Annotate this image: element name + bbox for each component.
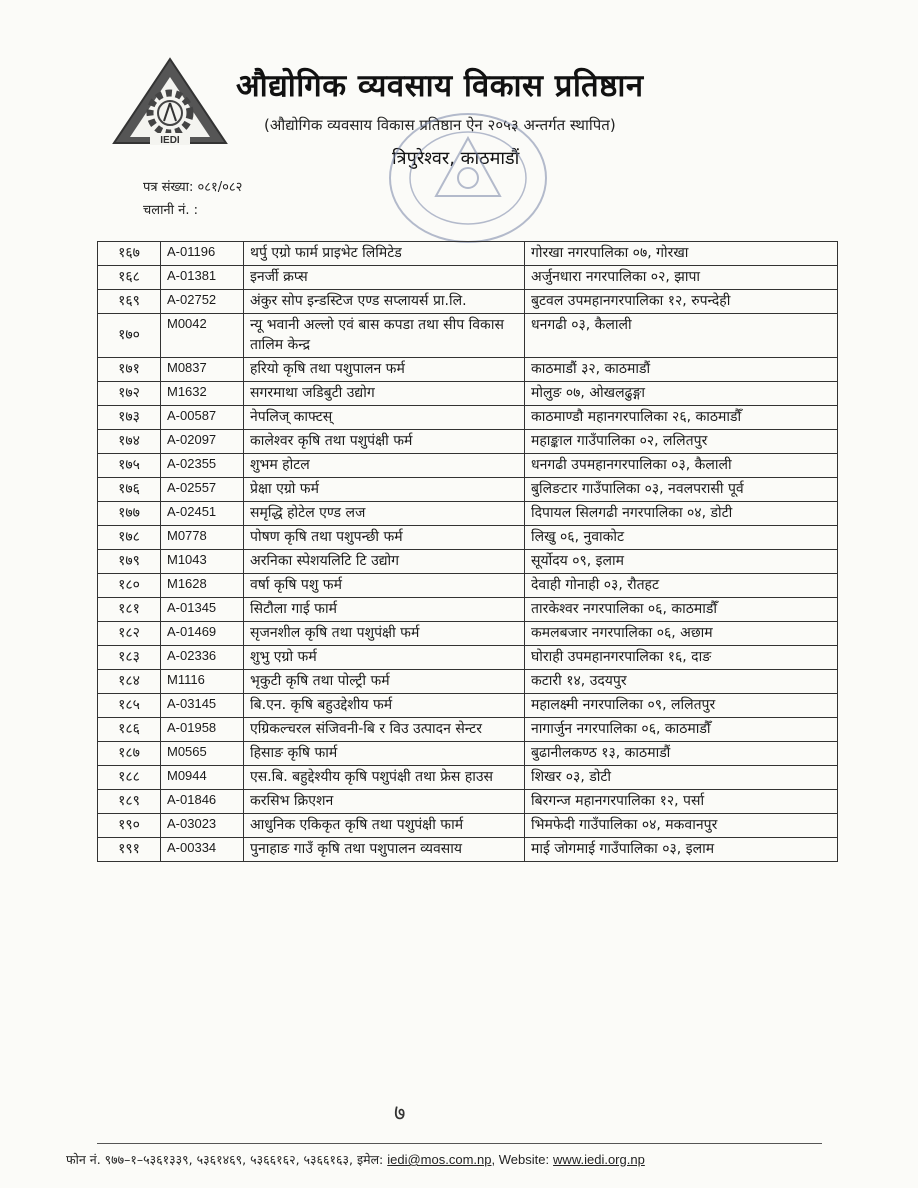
serial-number-cell: १८० <box>98 573 161 597</box>
address-cell: सूर्योदय ०९, इलाम <box>525 549 838 573</box>
footer-email-link[interactable]: iedi@mos.com.np <box>387 1152 492 1167</box>
table-row <box>98 549 838 573</box>
table-row <box>98 477 838 501</box>
address-cell: दिपायल सिलगढी नगरपालिका ०४, डोटी <box>525 501 838 525</box>
address-cell: भिमफेदी गाउँपालिका ०४, मकवानपुर <box>525 813 838 837</box>
firm-name-cell: अरनिका स्पेशयलिटि टि उद्योग <box>244 549 525 573</box>
registration-code-cell: A-01381 <box>161 266 244 290</box>
table-row <box>98 765 838 789</box>
serial-number-cell: १७२ <box>98 381 161 405</box>
address-cell: लिखु ०६, नुवाकोट <box>525 525 838 549</box>
table-row <box>98 597 838 621</box>
firm-name-cell: वर्षा कृषि पशु फर्म <box>244 573 525 597</box>
registration-code-cell: A-01196 <box>161 242 244 266</box>
address-cell: कमलबजार नगरपालिका ०६, अछाम <box>525 621 838 645</box>
page-number-mark: ७ <box>394 1101 406 1126</box>
registration-code-cell: M1116 <box>161 669 244 693</box>
serial-number-cell: १७९ <box>98 549 161 573</box>
address-cell: धनगढी ०३, कैलाली <box>525 314 838 358</box>
serial-number-cell: १६८ <box>98 266 161 290</box>
firm-name-cell: सगरमाथा जडिबुटी उद्योग <box>244 381 525 405</box>
registration-code-cell: A-02451 <box>161 501 244 525</box>
address-cell: महालक्ष्मी नगरपालिका ०९, ललितपुर <box>525 693 838 717</box>
org-title: औद्योगिक व्यवसाय विकास प्रतिष्ठान <box>236 68 644 104</box>
firm-name-cell: पोषण कृषि तथा पशुपन्छी फर्म <box>244 525 525 549</box>
table-row <box>98 813 838 837</box>
serial-number-cell: १७६ <box>98 477 161 501</box>
firm-name-cell: थर्पु एग्रो फार्म प्राइभेट लिमिटेड <box>244 242 525 266</box>
registration-code-cell: A-02336 <box>161 645 244 669</box>
firm-name-cell: हरियो कृषि तथा पशुपालन फर्म <box>244 357 525 381</box>
firm-name-cell: समृद्धि होटेल एण्ड लज <box>244 501 525 525</box>
serial-number-cell: १७० <box>98 314 161 358</box>
registration-table <box>97 241 838 862</box>
registration-code-cell: A-02752 <box>161 290 244 314</box>
table-row <box>98 381 838 405</box>
registration-code-cell: M0565 <box>161 741 244 765</box>
footer-phone: फोन नं. ९७७–१–५३६१३३९, ५३६१४६९, ५३६६१६२, ५३६६१६३, इमेल: <box>66 1152 384 1167</box>
serial-number-cell: १७४ <box>98 429 161 453</box>
official-stamp <box>378 100 558 250</box>
dispatch-number: चलानी नं. : <box>143 203 199 218</box>
registration-code-cell: A-02557 <box>161 477 244 501</box>
registration-code-cell: M0837 <box>161 357 244 381</box>
firm-name-cell: प्रेक्षा एग्रो फर्म <box>244 477 525 501</box>
address-cell: कटारी १४, उदयपुर <box>525 669 838 693</box>
serial-number-cell: १७७ <box>98 501 161 525</box>
serial-number-cell: १८१ <box>98 597 161 621</box>
table-row <box>98 717 838 741</box>
footer-website-link[interactable]: www.iedi.org.np <box>553 1152 645 1167</box>
address-cell: बुलिङटार गाउँपालिका ०३, नवलपरासी पूर्व <box>525 477 838 501</box>
registration-code-cell: A-00587 <box>161 405 244 429</box>
firm-name-cell: कालेश्वर कृषि तथा पशुपंक्षी फर्म <box>244 429 525 453</box>
address-cell: धनगढी उपमहानगरपालिका ०३, कैलाली <box>525 453 838 477</box>
firm-name-cell: सिटौला गाई फार्म <box>244 597 525 621</box>
table-row <box>98 357 838 381</box>
firm-name-cell: न्यू भवानी अल्लो एवं बास कपडा तथा सीप विकास तालिम केन्द्र <box>244 314 525 358</box>
table-row <box>98 290 838 314</box>
letter-number: पत्र संख्या: ०८१/०८२ <box>143 180 243 195</box>
registration-code-cell: M0944 <box>161 765 244 789</box>
address-cell: नागार्जुन नगरपालिका ०६, काठमाडौँ <box>525 717 838 741</box>
address-cell: काठमाण्डौ महानगरपालिका २६, काठमाडौँ <box>525 405 838 429</box>
firm-name-cell: हिसाङ कृषि फार्म <box>244 741 525 765</box>
firm-name-cell: एस.बि. बहुद्देश्यीय कृषि पशुपंक्षी तथा फ्रेस हाउस <box>244 765 525 789</box>
table-row <box>98 621 838 645</box>
address-cell: अर्जुनधारा नगरपालिका ०२, झापा <box>525 266 838 290</box>
serial-number-cell: १७३ <box>98 405 161 429</box>
firm-name-cell: अंकुर सोप इन्डस्टिज एण्ड सप्लायर्स प्रा.लि. <box>244 290 525 314</box>
registration-code-cell: A-00334 <box>161 837 244 861</box>
address-cell: तारकेश्वर नगरपालिका ०६, काठमाडौँ <box>525 597 838 621</box>
address-cell: मोलुङ ०७, ओखलढुङ्गा <box>525 381 838 405</box>
serial-number-cell: १७१ <box>98 357 161 381</box>
firm-name-cell: करसिभ क्रिएशन <box>244 789 525 813</box>
registration-code-cell: M1632 <box>161 381 244 405</box>
address-cell: काठमाडौं ३२, काठमाडौं <box>525 357 838 381</box>
address-cell: शिखर ०३, डोटी <box>525 765 838 789</box>
table-row <box>98 429 838 453</box>
table-row <box>98 453 838 477</box>
firm-name-cell: पुनाहाङ गाउँ कृषि तथा पशुपालन व्यवसाय <box>244 837 525 861</box>
table-row <box>98 314 838 358</box>
footer-divider <box>97 1143 822 1144</box>
firm-name-cell: सृजनशील कृषि तथा पशुपंक्षी फर्म <box>244 621 525 645</box>
org-subtitle: (औद्योगिक व्यवसाय विकास प्रतिष्ठान ऐन २०५३ अन्तर्गत स्थापित) <box>264 116 616 134</box>
registration-code-cell: M0778 <box>161 525 244 549</box>
address-cell: बुटवल उपमहानगरपालिका १२, रुपन्देही <box>525 290 838 314</box>
serial-number-cell: १७८ <box>98 525 161 549</box>
table-row <box>98 693 838 717</box>
footer-website-label: , Website: <box>491 1152 550 1167</box>
serial-number-cell: १८६ <box>98 717 161 741</box>
address-cell: महाङ्काल गाउँपालिका ०२, ललितपुर <box>525 429 838 453</box>
iedi-logo <box>110 55 230 155</box>
serial-number-cell: १८९ <box>98 789 161 813</box>
serial-number-cell: १६९ <box>98 290 161 314</box>
table-row <box>98 645 838 669</box>
serial-number-cell: १८८ <box>98 765 161 789</box>
table-row <box>98 837 838 861</box>
registration-code-cell: A-02097 <box>161 429 244 453</box>
table-row <box>98 789 838 813</box>
registration-code-cell: A-01469 <box>161 621 244 645</box>
address-cell: बुढानीलकण्ठ १३, काठमाडौं <box>525 741 838 765</box>
table-row <box>98 501 838 525</box>
firm-name-cell: आधुनिक एकिकृत कृषि तथा पशुपंक्षी फार्म <box>244 813 525 837</box>
firm-name-cell: शुभु एग्रो फर्म <box>244 645 525 669</box>
registration-code-cell: A-01345 <box>161 597 244 621</box>
table-row <box>98 405 838 429</box>
table-row <box>98 669 838 693</box>
registration-code-cell: A-01958 <box>161 717 244 741</box>
firm-name-cell: बि.एन. कृषि बहुउद्देशीय फर्म <box>244 693 525 717</box>
serial-number-cell: १९१ <box>98 837 161 861</box>
registration-code-cell: A-03023 <box>161 813 244 837</box>
serial-number-cell: १८२ <box>98 621 161 645</box>
registration-code-cell: A-02355 <box>161 453 244 477</box>
firm-name-cell: नेपलिज् काफ्टस् <box>244 405 525 429</box>
logo-text: IEDI <box>160 135 180 146</box>
address-cell: घोराही उपमहानगरपालिका १६, दाङ <box>525 645 838 669</box>
registration-code-cell: M0042 <box>161 314 244 358</box>
registration-code-cell: A-01846 <box>161 789 244 813</box>
table-row <box>98 266 838 290</box>
org-address: त्रिपुरेश्वर, काठमाडौं <box>392 148 520 169</box>
table-row <box>98 525 838 549</box>
registration-code-cell: A-03145 <box>161 693 244 717</box>
table-row <box>98 573 838 597</box>
table-row <box>98 242 838 266</box>
firm-name-cell: एग्रिकल्चरल संजिवनी-बि र विउ उत्पादन सेन्टर <box>244 717 525 741</box>
address-cell: बिरगन्ज महानगरपालिका १२, पर्सा <box>525 789 838 813</box>
serial-number-cell: १८७ <box>98 741 161 765</box>
serial-number-cell: १९० <box>98 813 161 837</box>
footer <box>66 1151 645 1168</box>
firm-name-cell: इनर्जी क्रप्स <box>244 266 525 290</box>
serial-number-cell: १८५ <box>98 693 161 717</box>
firm-name-cell: भृकुटी कृषि तथा पोल्ट्री फर्म <box>244 669 525 693</box>
serial-number-cell: १८३ <box>98 645 161 669</box>
address-cell: माई जोगमाई गाउँपालिका ०३, इलाम <box>525 837 838 861</box>
table-row <box>98 741 838 765</box>
address-cell: देवाही गोनाही ०३, रौतहट <box>525 573 838 597</box>
registration-code-cell: M1043 <box>161 549 244 573</box>
serial-number-cell: १७५ <box>98 453 161 477</box>
registration-code-cell: M1628 <box>161 573 244 597</box>
serial-number-cell: १८४ <box>98 669 161 693</box>
firm-name-cell: शुभम होटल <box>244 453 525 477</box>
address-cell: गोरखा नगरपालिका ०७, गोरखा <box>525 242 838 266</box>
serial-number-cell: १६७ <box>98 242 161 266</box>
